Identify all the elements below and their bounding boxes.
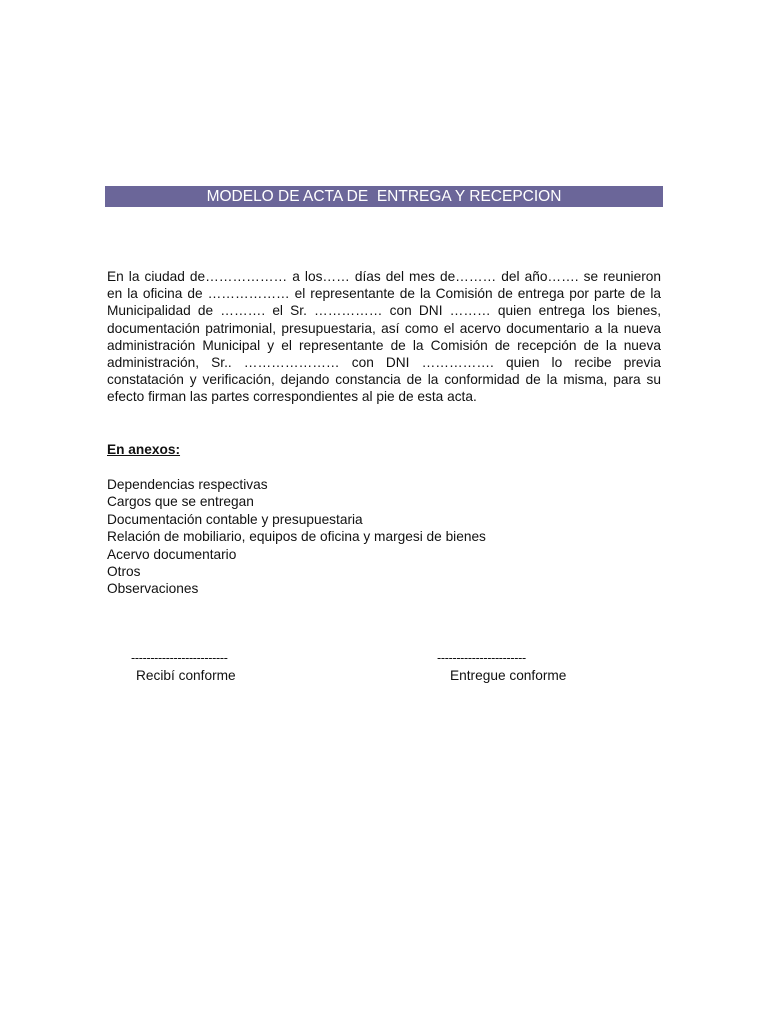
list-item: Acervo documentario bbox=[107, 546, 237, 562]
list-item: Observaciones bbox=[107, 581, 199, 597]
left-signature-label: Recibí conforme bbox=[136, 668, 236, 683]
document-title-bar bbox=[105, 186, 663, 207]
annex-list bbox=[107, 476, 486, 598]
list-item: Documentación contable y presupuestaria bbox=[107, 511, 363, 527]
body-paragraph: En la ciudad de……………… a los…… días del mes de……… del año……. se reunieron en la oficina de ……………… el representante de la Comisión de entrega por parte de la Municipalidad de ………. el Sr. …………… con DNI ……… quien entrega los bienes, documentación patrimonial, presupuestaria, así como el acervo documentario a la nueva administración Municipal y el representante de la Comisión de recepción de la nueva administración, Sr.. ………………… con DNI ……………. quien lo recibe previa constatación y verificación, dejando constancia de la conformidad de la misma, para su efecto firman las partes correspondientes al pie de esta acta. bbox=[107, 269, 661, 405]
list-item: Otros bbox=[107, 564, 141, 580]
list-item: Cargos que se entregan bbox=[107, 494, 254, 510]
right-signature-line: ----------------------- bbox=[437, 651, 526, 665]
right-signature-label: Entregue conforme bbox=[450, 668, 567, 683]
annex-heading: En anexos: bbox=[107, 442, 181, 457]
list-item: Dependencias respectivas bbox=[107, 477, 268, 492]
document-title: MODELO DE ACTA DE ENTREGA Y RECEPCION bbox=[206, 188, 562, 205]
left-signature-line: ------------------------- bbox=[131, 651, 228, 665]
list-item: Relación de mobiliario, equipos de oficina y margesi de bienes bbox=[107, 529, 486, 545]
